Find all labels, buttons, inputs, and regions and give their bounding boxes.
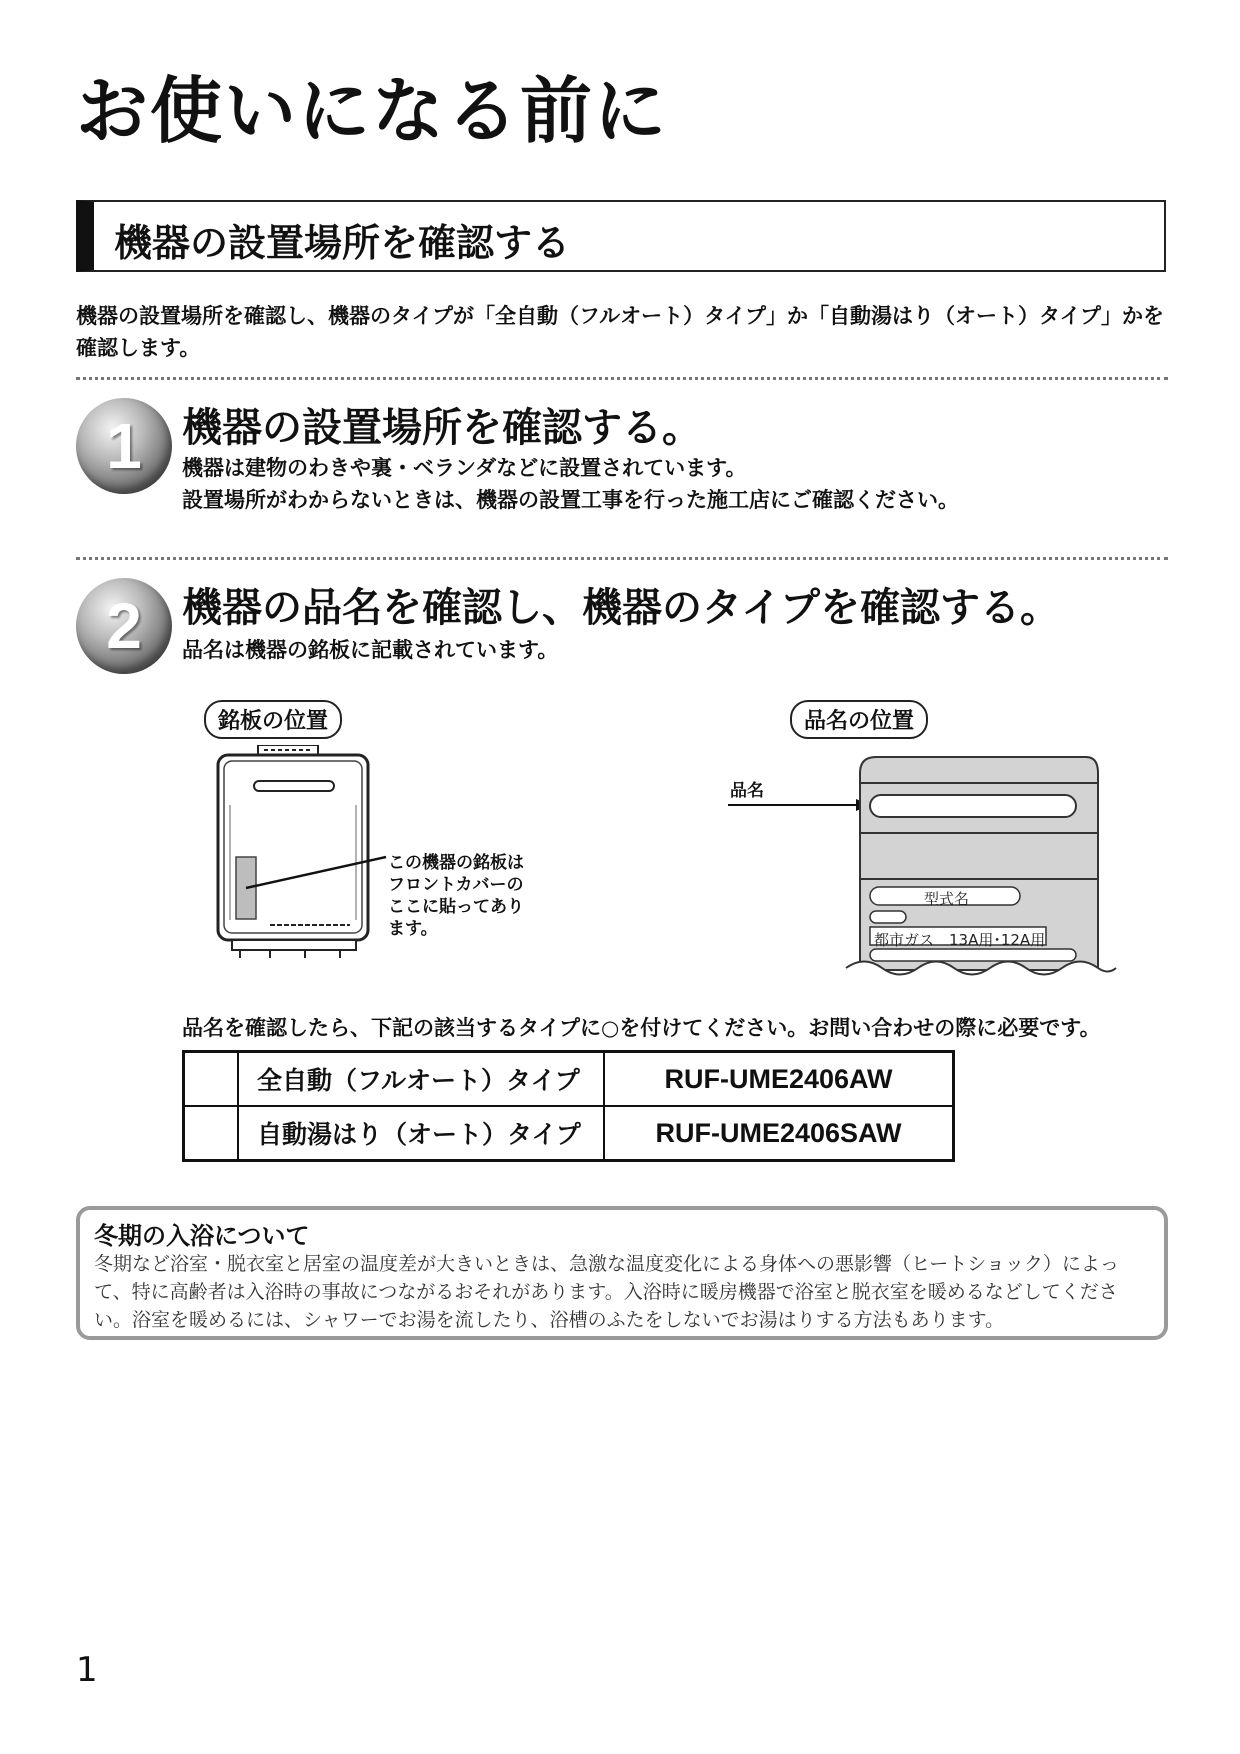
model-cell: RUF-UME2406AW bbox=[604, 1052, 954, 1107]
nameplate-callout-line: フロントカバーの bbox=[388, 875, 524, 895]
model-cell: RUF-UME2406SAW bbox=[604, 1106, 954, 1161]
gas-type-label: 都市ガス 13A用･12A用 bbox=[874, 931, 1046, 949]
check-cell[interactable] bbox=[184, 1052, 239, 1107]
section-header bbox=[76, 200, 1166, 272]
notice-title: 冬期の入浴について bbox=[94, 1222, 310, 1250]
instruction-text: 品名を確認したら、下記の該当するタイプに○を付けてください。お問い合わせの際に必要です。 bbox=[182, 1016, 1101, 1040]
step-1-text-line: 設置場所がわからないときは、機器の設置工事を行った施工店にご確認ください。 bbox=[182, 488, 959, 512]
notice-body: 冬期など浴室・脱衣室と居室の温度差が大きいときは、急激な温度変化による身体への悪影響（ヒートショック）によって、特に高齢者は入浴時の事故につながるおそれがあります。入浴時に暖房機器で浴室と脱衣室を暖めるなどしてください。浴室を暖めるには、シャワーでお湯を流したり、浴槽のふたをしないでお湯はりする方法もあります。 bbox=[94, 1253, 1119, 1331]
table-row bbox=[184, 1106, 954, 1161]
page-number: 1 bbox=[76, 1650, 98, 1690]
type-table bbox=[182, 1050, 955, 1162]
product-name-position-label: 品名の位置 bbox=[790, 700, 928, 739]
step-1-title: 機器の設置場所を確認する。 bbox=[182, 405, 702, 451]
model-name-label: 型式名 bbox=[924, 890, 970, 908]
step-1-badge: 1 bbox=[76, 398, 172, 494]
nameplate-callout-line: ます。 bbox=[388, 919, 438, 939]
type-name-cell: 全自動（フルオート）タイプ bbox=[238, 1052, 604, 1107]
nameplate-position-label: 銘板の位置 bbox=[204, 700, 342, 739]
product-name-pointer-label: 品名 bbox=[730, 781, 764, 801]
table-row bbox=[184, 1052, 954, 1107]
dotted-divider bbox=[76, 557, 1168, 560]
dotted-divider bbox=[76, 377, 1168, 380]
nameplate-callout-line: この機器の銘板は bbox=[388, 853, 524, 873]
nameplate-callout-line: ここに貼ってあり bbox=[388, 897, 524, 917]
step-1-text-line: 機器は建物のわきや裏・ベランダなどに設置されています。 bbox=[182, 456, 747, 480]
intro-text: 機器の設置場所を確認し、機器のタイプが「全自動（フルオート）タイプ」か「自動湯はり（オート）タイプ」かを確認します。 bbox=[76, 304, 1165, 360]
section-title: 機器の設置場所を確認する bbox=[114, 221, 571, 265]
step-2-title: 機器の品名を確認し、機器のタイプを確認する。 bbox=[182, 585, 1060, 631]
step-2-badge: 2 bbox=[76, 578, 172, 674]
check-cell[interactable] bbox=[184, 1106, 239, 1161]
notice-box bbox=[76, 1206, 1168, 1340]
step-2-text-line: 品名は機器の銘板に記載されています。 bbox=[182, 638, 559, 662]
type-name-cell: 自動湯はり（オート）タイプ bbox=[238, 1106, 604, 1161]
page-title: お使いになる前に bbox=[76, 69, 669, 153]
